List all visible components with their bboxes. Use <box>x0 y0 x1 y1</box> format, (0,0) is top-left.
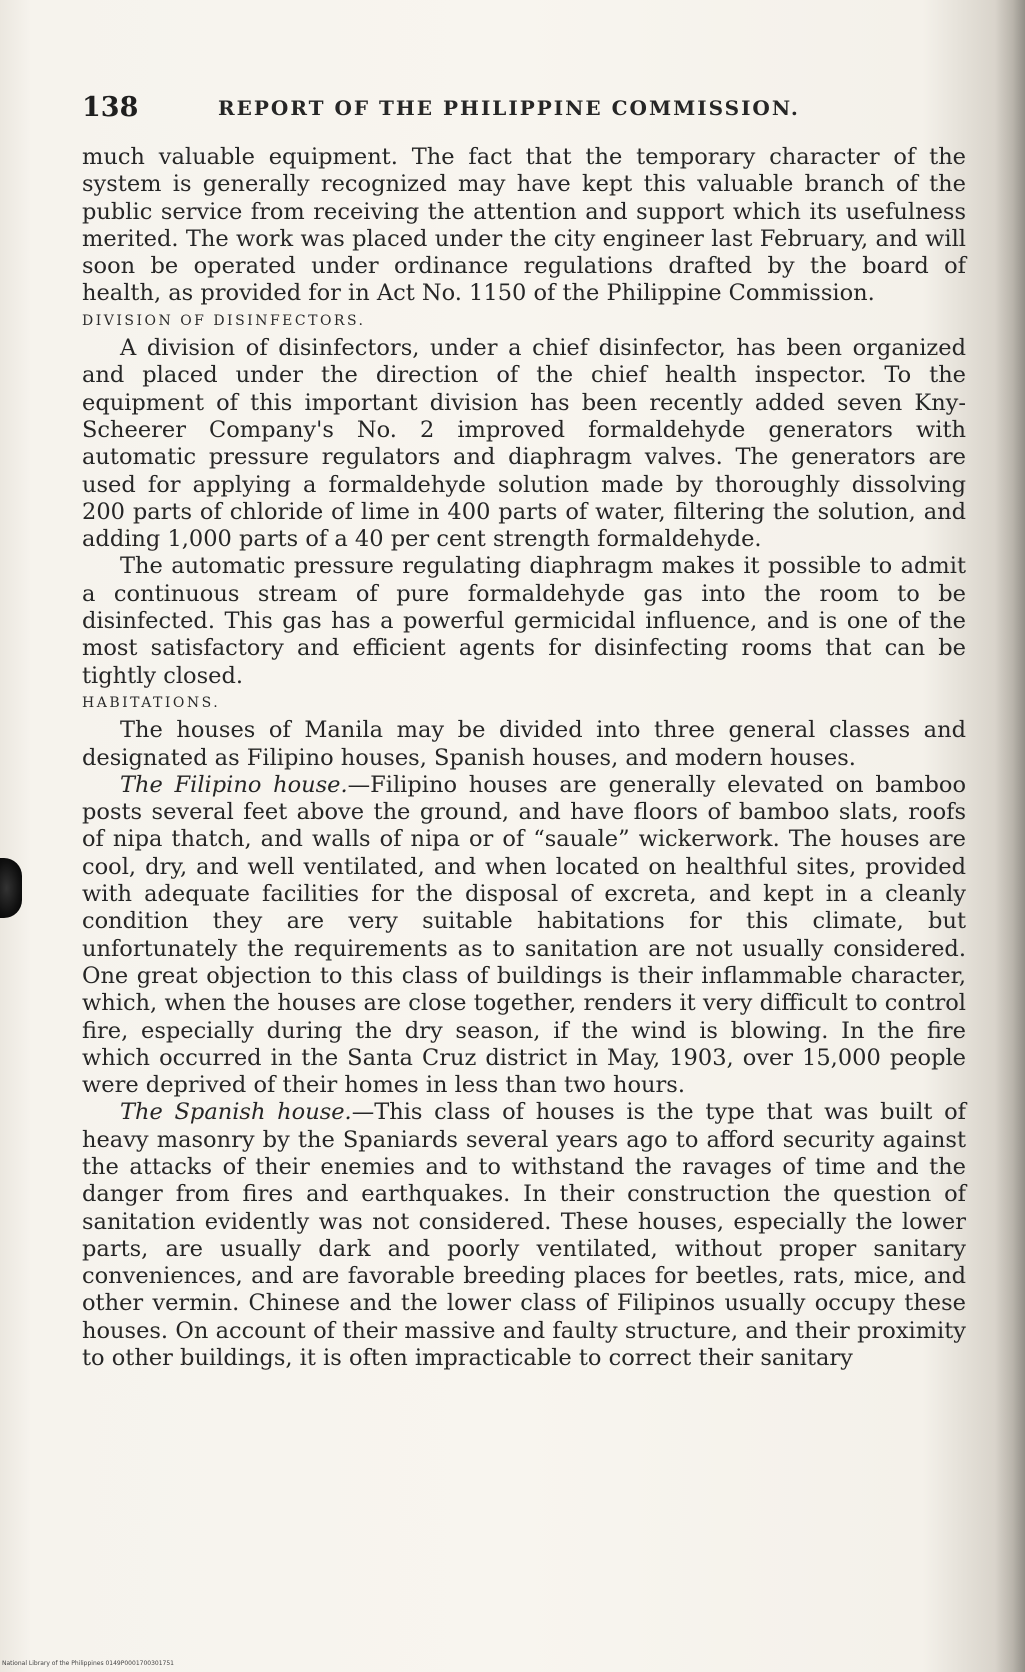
run-in-title-spanish: The Spanish house. <box>120 1099 352 1126</box>
paragraph-filipino-house <box>82 772 966 1100</box>
paragraph-disinfectors-division: A division of disinfectors, under a chief disinfector, has been organized and placed under the direction of the chief health inspector. To the equipment of this important division has been recently added seven Kny-Scheerer Company's No. 2 improved formaldehyde generators with automatic pressure regulators and diaphragm valves. The generators are used for applying a formaldehyde solution made by thoroughly dissolving 200 parts of chloride of lime in 400 parts of water, filtering the solution, and adding 1,000 parts of a 40 per cent strength formaldehyde. <box>82 335 966 553</box>
running-title: REPORT OF THE PHILIPPINE COMMISSION. <box>218 96 800 120</box>
paragraph-house-classes: The houses of Manila may be divided into three general classes and designated as Filipino houses, Spanish houses, and modern houses. <box>82 717 966 771</box>
footer-credit: National Library of the Philippines 0149P0001700301751 <box>2 1660 174 1667</box>
run-in-title-filipino: The Filipino house. <box>120 771 348 798</box>
section-heading-habitations: HABITATIONS. <box>82 694 221 711</box>
paragraph-pressure-regulating: The automatic pressure regulating diaphragm makes it possible to admit a continuous stream of pure formaldehyde gas into the room to be disinfected. This gas has a powerful germicidal influence, and is one of the most satisfactory and efficient agents for disinfecting rooms that can be tightly closed. <box>82 553 966 689</box>
paragraph-spanish-house <box>82 1099 966 1372</box>
spanish-house-text: —This class of houses is the type that was built of heavy masonry by the Spaniards several years ago to afford security against the attacks of their enemies and to withstand the ravages of time and the danger from fires and earthquakes. In their construction the question of sanitation evidently was not considered. These houses, especially the lower parts, are usually dark and poorly ventilated, without proper sanitary conveniences, and are favorable breeding places for beetles, rats, mice, and other vermin. Chinese and the lower class of Filipinos usually occupy these houses. On account of their massive and faulty structure, and their proximity to other buildings, it is often impracticable to correct their sanitary <box>82 1099 966 1372</box>
page-edge-shadow <box>995 0 1025 1672</box>
body-text <box>82 144 966 1372</box>
page-number: 138 <box>82 92 139 123</box>
filipino-house-text: —Filipino houses are generally elevated on bamboo posts several feet above the ground, and have floors of bamboo slats, roofs of nipa thatch, and walls of nipa or of “sauale” wickerwork. The houses are cool, dry, and well ventilated, and when located on healthful sites, provided with adequate facilities for the disposal of excreta, and kept in a cleanly condition they are very suitable habitations for this climate, but unfortunately the requirements as to sanitation are not usually considered. One great objection to this class of buildings is their inflammable character, which, when the houses are close together, renders it very difficult to control fire, especially during the dry season, if the wind is blowing. In the fire which occurred in the Santa Cruz district in May, 1903, over 15,000 people were deprived of their homes in less than two hours. <box>82 771 966 1099</box>
binding-mark <box>0 858 22 918</box>
section-heading-disinfectors: DIVISION OF DISINFECTORS. <box>82 312 366 329</box>
page-header <box>82 92 932 128</box>
paragraph-continuation: much valuable equipment. The fact that the temporary character of the system is generally recognized may have kept this valuable branch of the public service from receiving the attention and support which its usefulness merited. The work was placed under the city engineer last February, and will soon be operated under ordinance regulations drafted by the board of health, as provided for in Act No. 1150 of the Philippine Commission. <box>82 144 966 307</box>
